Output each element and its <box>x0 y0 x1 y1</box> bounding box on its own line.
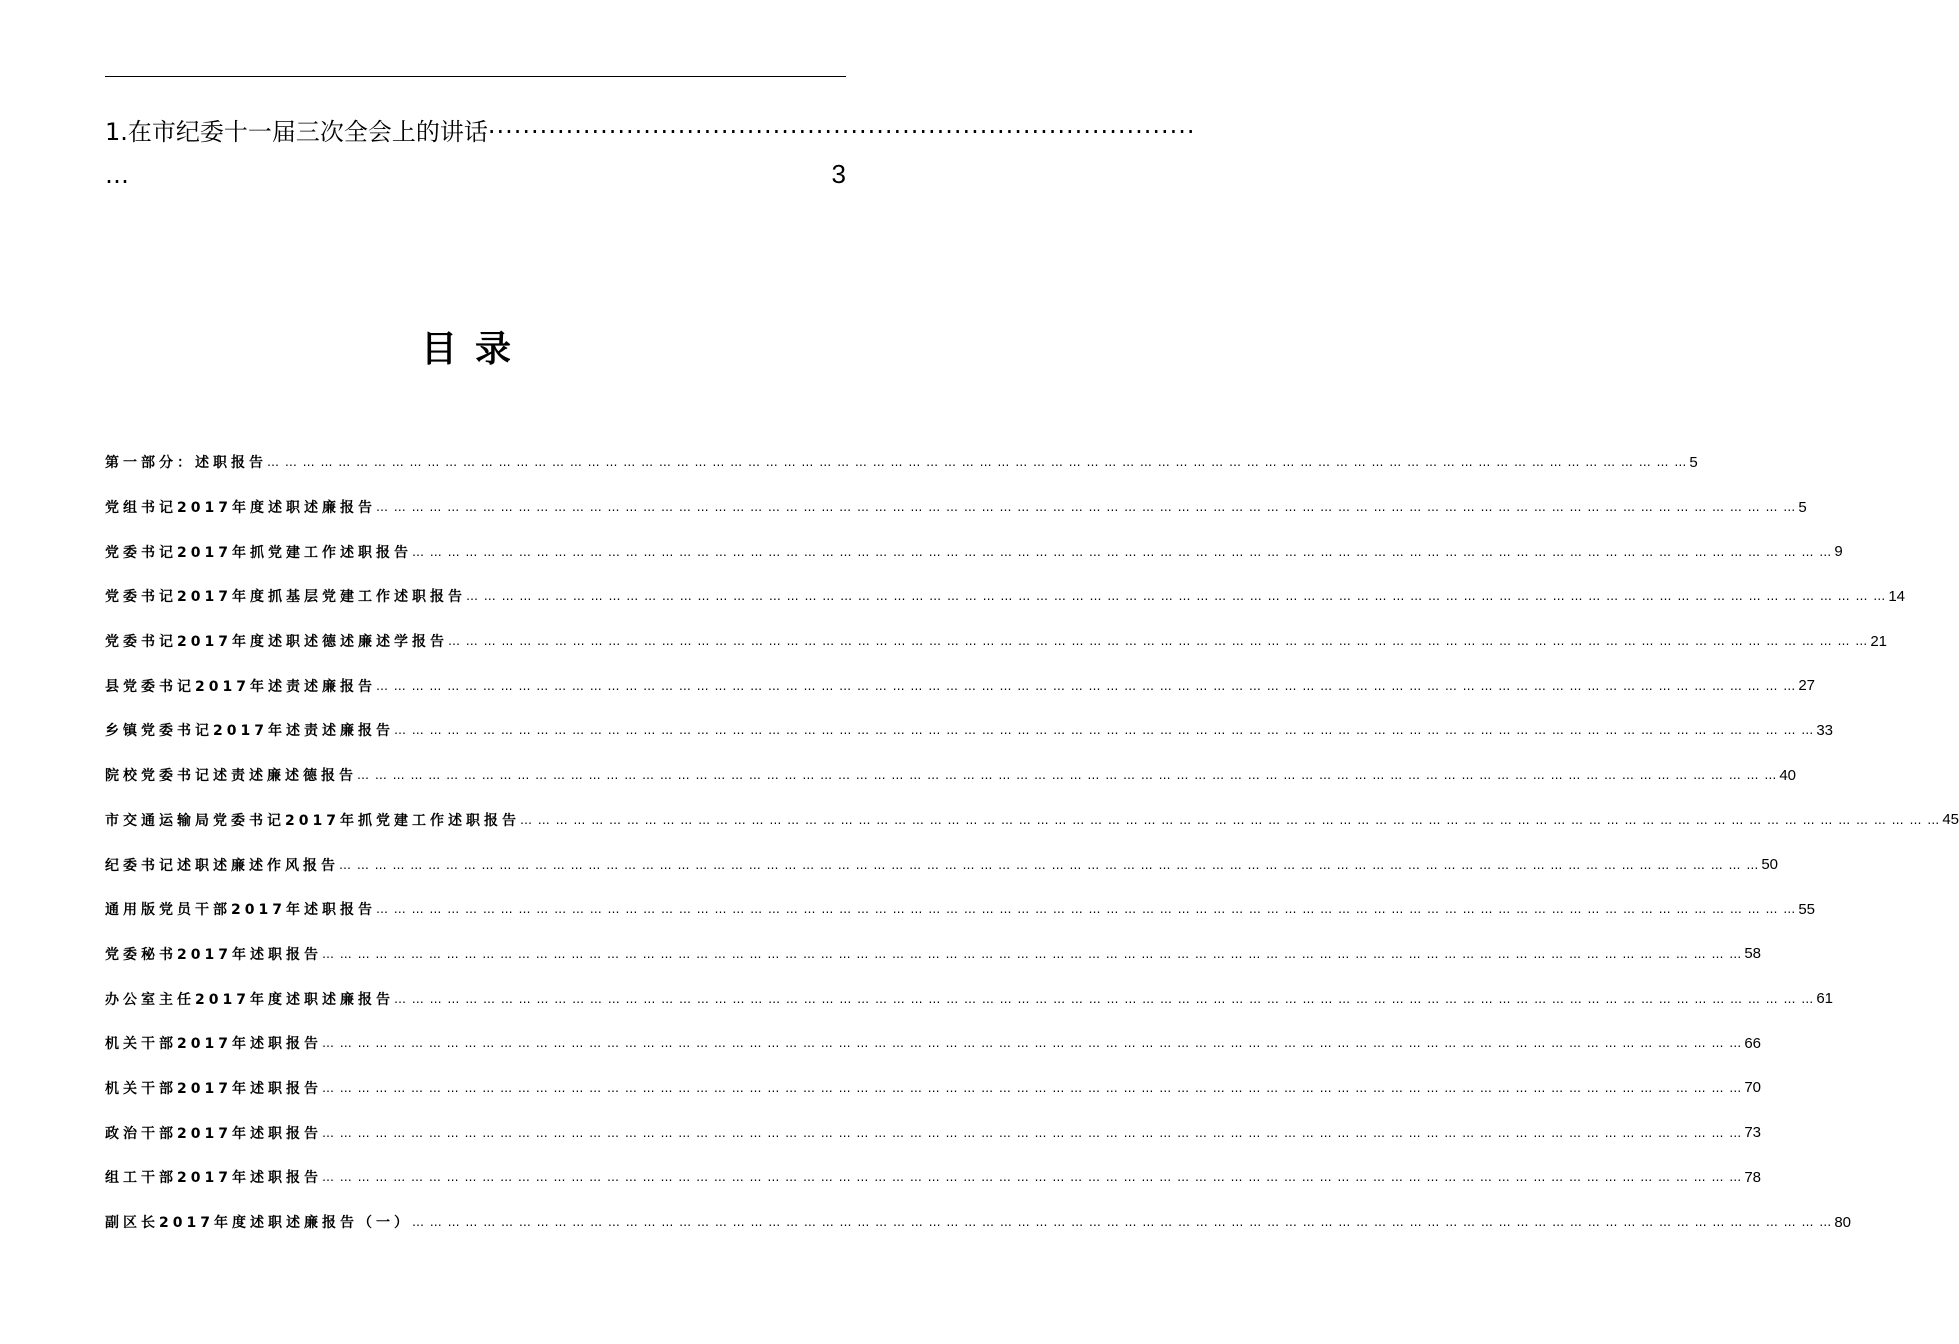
toc-item-title: 乡镇党委书记2017年述责述廉报告 <box>105 723 394 740</box>
toc-item[interactable] <box>105 976 1833 1021</box>
toc-item-leader-dots: … … … … … … … … … … … … … … … … … … … … … … … … … … … … … … … … … … … … … … … … … … … … … … … … … … … … … … … … … … … … … … … … … … … … … … … … … … … … … … … … <box>411 544 1833 559</box>
toc-item[interactable] <box>105 619 1887 664</box>
toc-item-page-number: 45 <box>1942 811 1959 829</box>
toc-item-leader-dots: … … … … … … … … … … … … … … … … … … … … … … … … … … … … … … … … … … … … … … … … … … … … … … … … … … … … … … … … … … … … … … … … … … … … … … … … … … … … … … … … <box>321 1125 1743 1140</box>
toc-item-page-number: 58 <box>1744 945 1761 963</box>
toc-item[interactable] <box>105 485 1807 530</box>
toc-item[interactable] <box>105 842 1779 887</box>
toc-item-leader-dots: … … … … … … … … … … … … … … … … … … … … … … … … … … … … … … … … … … … … … … … … … … … … … … … … … … … … … … … … … … … … … … … … … … … … … … … … … … … … … … … … <box>375 678 1797 693</box>
toc-item[interactable] <box>105 1110 1761 1155</box>
toc-item-leader-dots: … … … … … … … … … … … … … … … … … … … … … … … … … … … … … … … … … … … … … … … … … … … … … … … … … … … … … … … … … … … … … … … … … … … … … … … … … … … … … … … … <box>375 500 1797 515</box>
toc-item[interactable] <box>105 1155 1761 1200</box>
toc-item-page-number: 40 <box>1779 766 1797 784</box>
toc-item[interactable] <box>105 798 1959 843</box>
toc-item-page-number: 14 <box>1888 587 1905 605</box>
toc-item-leader-dots: … … … … … … … … … … … … … … … … … … … … … … … … … … … … … … … … … … … … … … … … … … … … … … … … … … … … … … … … … … … … … … … … … … … … … … … … … … … … … … … … <box>321 1080 1743 1095</box>
header-toc-entry[interactable] <box>105 114 1196 193</box>
toc-item-leader-dots: … … … … … … … … … … … … … … … … … … … … … … … … … … … … … … … … … … … … … … … … … … … … … … … … … … … … … … … … … … … … … … … … … … … … … … … … … … … … … … … … <box>321 1170 1743 1185</box>
toc-item-page-number: 78 <box>1744 1168 1761 1186</box>
toc-item-title: 办公室主任2017年度述职述廉报告 <box>105 991 394 1008</box>
toc-item-title: 县党委书记2017年述责述廉报告 <box>105 678 376 695</box>
toc-item-leader-dots: … … … … … … … … … … … … … … … … … … … … … … … … … … … … … … … … … … … … … … … … … … … … … … … … … … … … … … … … … … … … … … … … … … … … … … … … … … … … … … … … <box>519 812 1941 827</box>
toc-item[interactable] <box>105 708 1833 753</box>
toc-item-page-number: 21 <box>1870 632 1887 650</box>
toc-item-leader-dots: … … … … … … … … … … … … … … … … … … … … … … … … … … … … … … … … … … … … … … … … … … … … … … … … … … … … … … … … … … … … … … … … … … … … … … … … … … … … … … … … <box>357 768 1778 783</box>
toc-item-page-number: 70 <box>1744 1079 1761 1097</box>
toc-item-leader-dots: … … … … … … … … … … … … … … … … … … … … … … … … … … … … … … … … … … … … … … … … … … … … … … … … … … … … … … … … … … … … … … … … … … … … … … … … … … … … … … … … <box>339 857 1760 872</box>
toc-item-title: 院校党委书记述责述廉述德报告 <box>105 768 357 785</box>
toc-item-title: 党委书记2017年度述职述德述廉述学报告 <box>105 634 448 651</box>
toc-item-leader-dots: … … … … … … … … … … … … … … … … … … … … … … … … … … … … … … … … … … … … … … … … … … … … … … … … … … … … … … … … … … … … … … … … … … … … … … … … … … … … … … … … <box>393 723 1815 738</box>
toc-item[interactable] <box>105 753 1797 798</box>
toc-item-leader-dots: … … … … … … … … … … … … … … … … … … … … … … … … … … … … … … … … … … … … … … … … … … … … … … … … … … … … … … … … … … … … … … … … … … … … … … … … … … … … … … … … <box>321 1036 1743 1051</box>
toc-item-page-number: 55 <box>1798 900 1815 918</box>
toc-item-page-number: 9 <box>1834 543 1843 561</box>
toc-item-leader-dots: … … … … … … … … … … … … … … … … … … … … … … … … … … … … … … … … … … … … … … … … … … … … … … … … … … … … … … … … … … … … … … … … … … … … … … … … … … … … … … … … <box>447 634 1869 649</box>
toc-item-leader-dots: … … … … … … … … … … … … … … … … … … … … … … … … … … … … … … … … … … … … … … … … … … … … … … … … … … … … … … … … … … … … … … … … … … … … … … … … … … … … … … … … <box>465 589 1887 604</box>
toc-item-leader-dots: … … … … … … … … … … … … … … … … … … … … … … … … … … … … … … … … … … … … … … … … … … … … … … … … … … … … … … … … … … … … … … … … … … … … … … … … … … … … … … … … <box>393 991 1815 1006</box>
toc-item-title: 组工干部2017年述职报告 <box>105 1170 322 1187</box>
toc-item-title: 通用版党员干部2017年述职报告 <box>105 902 376 919</box>
toc-item-page-number: 73 <box>1744 1124 1761 1142</box>
toc-item[interactable] <box>105 887 1815 932</box>
toc-item-page-number: 66 <box>1744 1034 1761 1052</box>
toc-item[interactable] <box>105 1200 1851 1245</box>
toc-item[interactable] <box>105 574 1905 619</box>
toc-item-leader-dots: … … … … … … … … … … … … … … … … … … … … … … … … … … … … … … … … … … … … … … … … … … … … … … … … … … … … … … … … … … … … … … … … … … … … … … … … … … … … … … … … <box>411 1215 1833 1230</box>
header-entry-page-number: 3 <box>831 159 846 189</box>
toc-item[interactable] <box>105 529 1843 574</box>
toc-item-page-number: 27 <box>1798 677 1815 695</box>
toc-item-page-number: 33 <box>1816 721 1833 739</box>
toc-item-title: 机关干部2017年述职报告 <box>105 1036 322 1053</box>
toc-item-page-number: 61 <box>1816 990 1833 1008</box>
toc-item-title: 机关干部2017年述职报告 <box>105 1080 322 1097</box>
header-entry-title: 1.在市纪委十一届三次全会上的讲话 <box>105 118 488 146</box>
toc-item-title: 政治干部2017年述职报告 <box>105 1125 322 1142</box>
toc-item-leader-dots: … … … … … … … … … … … … … … … … … … … … … … … … … … … … … … … … … … … … … … … … … … … … … … … … … … … … … … … … … … … … … … … … … … … … … … … … … … … … … … … … <box>321 946 1743 961</box>
toc-item-title: 市交通运输局党委书记2017年抓党建工作述职报告 <box>105 812 520 829</box>
toc-item-title: 党组书记2017年度述职述廉报告 <box>105 500 376 517</box>
toc-item[interactable] <box>105 1021 1761 1066</box>
toc-item-page-number: 5 <box>1689 453 1698 471</box>
toc-item-title: 党委秘书2017年述职报告 <box>105 946 322 963</box>
toc-item[interactable] <box>105 663 1815 708</box>
header-entry-leader-dots: ·················································································· <box>487 118 1196 146</box>
toc-list <box>105 440 1959 1244</box>
toc-item-title: 党委书记2017年度抓基层党建工作述职报告 <box>105 589 466 606</box>
toc-item-leader-dots: … … … … … … … … … … … … … … … … … … … … … … … … … … … … … … … … … … … … … … … … … … … … … … … … … … … … … … … … … … … … … … … … … … … … … … … … … … … … … … … … <box>375 902 1797 917</box>
toc-item-title: 副区长2017年度述职述廉报告（一） <box>105 1215 412 1232</box>
toc-item-title: 纪委书记述职述廉述作风报告 <box>105 857 339 874</box>
top-divider <box>105 76 846 77</box>
toc-item-title: 党委书记2017年抓党建工作述职报告 <box>105 544 412 561</box>
toc-item-page-number: 50 <box>1761 856 1779 874</box>
toc-item-page-number: 5 <box>1798 498 1807 516</box>
toc-item-page-number: 80 <box>1834 1213 1851 1231</box>
toc-title: 目录 <box>420 329 529 370</box>
toc-item[interactable] <box>105 440 1698 485</box>
toc-item-title: 第一部分：述职报告 <box>105 455 267 472</box>
toc-item[interactable] <box>105 1066 1761 1111</box>
toc-item[interactable] <box>105 932 1761 977</box>
header-entry-leader-dots-continued: … <box>105 161 129 189</box>
toc-item-leader-dots: … … … … … … … … … … … … … … … … … … … … … … … … … … … … … … … … … … … … … … … … … … … … … … … … … … … … … … … … … … … … … … … … … … … … … … … … … … … … … … … … <box>267 455 1688 470</box>
